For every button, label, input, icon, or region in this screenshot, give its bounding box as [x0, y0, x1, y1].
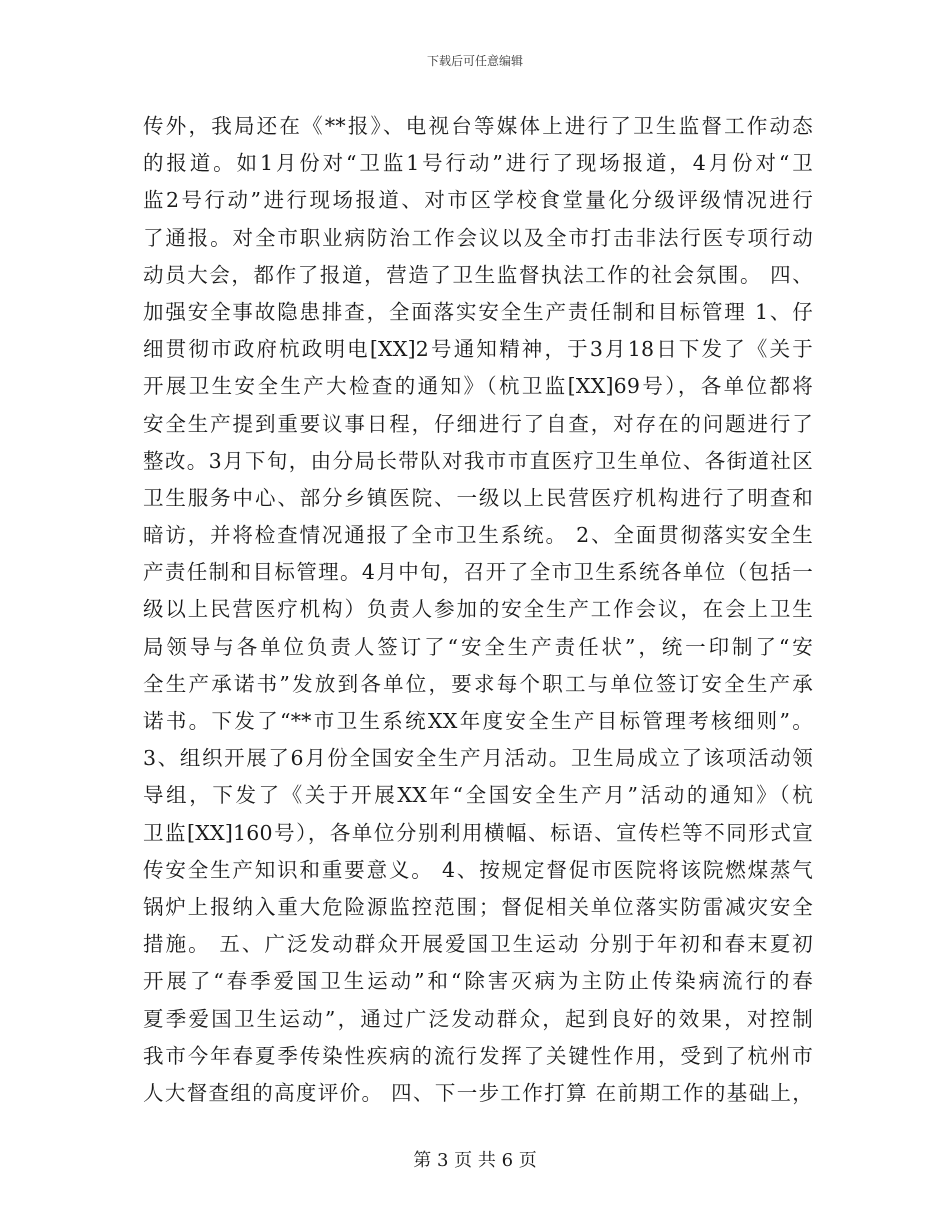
body-line: 措施。 五、广泛发动群众开展爱国卫生运动 分别于年初和春末夏初 [143, 932, 813, 957]
body-line: 的报道。如1月份对“卫监1号行动”进行了现场报道，4月份对“卫 [143, 151, 813, 176]
body-line: 开展卫生安全生产大检查的通知》（杭卫监[XX]69号），各单位都将 [143, 374, 813, 399]
body-line: 监2号行动”进行现场报道、对市区学校食堂量化分级评级情况进行 [143, 188, 813, 213]
body-line: 锅炉上报纳入重大危险源监控范围；督促相关单位落实防雷减灾安全 [143, 894, 813, 919]
page-number-footer: 第 3 页 共 6 页 [413, 1150, 537, 1171]
body-line: 传安全生产知识和重要意义。 4、按规定督促市医院将该院燃煤蒸气 [143, 857, 813, 882]
body-line: 诺书。下发了“**市卫生系统XX年度安全生产目标管理考核细则”。 [143, 709, 813, 733]
page-header: 下载后可任意编辑 [426, 54, 523, 68]
body-line: 导组，下发了《关于开展XX年“全国安全生产月”活动的通知》（杭 [143, 783, 813, 808]
body-line: 夏季爱国卫生运动”，通过广泛发动群众，起到良好的效果，对控制 [143, 1006, 813, 1031]
body-line: 传外，我局还在《**报》、电视台等媒体上进行了卫生监督工作动态 [143, 114, 813, 138]
body-line: 局领导与各单位负责人签订了“安全生产责任状”，统一印制了“安 [143, 634, 813, 659]
body-line: 卫生服务中心、部分乡镇医院、一级以上民营医疗机构进行了明查和 [143, 485, 813, 510]
body-line: 人大督查组的高度评价。 四、下一步工作打算 在前期工作的基础上， [143, 1080, 813, 1105]
body-line: 细贯彻市政府杭政明电[XX]2号通知精神，于3月18日下发了《关于 [143, 337, 813, 362]
document-body [143, 108, 813, 1112]
body-line: 动员大会，都作了报道，营造了卫生监督执法工作的社会氛围。 四、 [143, 262, 813, 287]
body-line: 3、组织开展了6月份全国安全生产月活动。卫生局成立了该项活动领 [143, 746, 813, 771]
body-line: 暗访，并将检查情况通报了全市卫生系统。 2、全面贯彻落实安全生 [143, 523, 813, 548]
body-line: 整改。3月下旬，由分局长带队对我市市直医疗卫生单位、各街道社区 [143, 448, 813, 473]
body-line: 了通报。对全市职业病防治工作会议以及全市打击非法行医专项行动 [143, 225, 813, 250]
body-line: 安全生产提到重要议事日程，仔细进行了自查，对存在的问题进行了 [143, 411, 813, 436]
body-line: 全生产承诺书”发放到各单位，要求每个职工与单位签订安全生产承 [143, 671, 813, 696]
body-line: 产责任制和目标管理。4月中旬，召开了全市卫生系统各单位（包括一 [143, 560, 813, 585]
body-line: 级以上民营医疗机构）负责人参加的安全生产工作会议，在会上卫生 [143, 597, 813, 622]
body-line: 加强安全事故隐患排查，全面落实安全生产责任制和目标管理 1、仔 [143, 299, 813, 324]
body-line: 卫监[XX]160号），各单位分别利用横幅、标语、宣传栏等不同形式宣 [143, 820, 813, 845]
body-line: 我市今年春夏季传染性疾病的流行发挥了关键性作用，受到了杭州市 [143, 1043, 813, 1068]
body-line: 开展了“春季爱国卫生运动”和“除害灭病为主防止传染病流行的春 [143, 969, 813, 994]
